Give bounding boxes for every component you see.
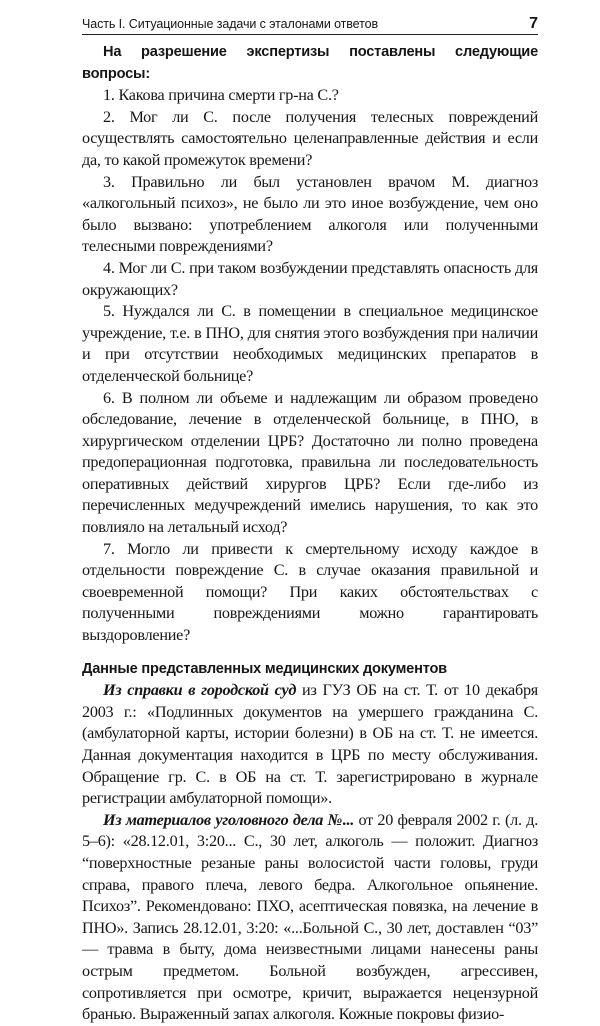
question-item: 2. Мог ли С. после получения телесных повреждений осуществлять самостоятельно целенаправленные действия и если да, то какой промежуток времени? xyxy=(82,107,538,169)
question-item: 4. Мог ли С. при таком возбуждении представлять опасность для окружающих? xyxy=(82,258,538,299)
running-header-title: Часть I. Ситуационные задачи с эталонами ответов xyxy=(82,17,378,31)
document-excerpt-paragraph xyxy=(82,680,538,810)
document-excerpt-paragraph xyxy=(82,810,538,1026)
question-item: 7. Могло ли привести к смертельному исходу каждое в отдельности повреждение С. в случае оказания правильной и своевременной помощи? При каких обстоятельствах с полученными повреждениями можно гарантировать выздоровление? xyxy=(82,539,538,645)
excerpt-text: из ГУЗ ОБ на ст. Т. от 10 декабря 2003 г.: «Подлинных документов на умершего гражданина С. (амбулаторной карты, истории болезни) в ОБ на ст. Т. не имеется. Данная документация находится в ЦРБ по месту обслуживания. Обращение гр. С. в ОБ на ст. Т. зарегистрировано в журнале регистрации амбулаторной помощи». xyxy=(82,681,538,808)
excerpt-source-lead: Из материалов уголовного дела №... xyxy=(103,810,355,829)
questions-heading: На разрешение экспертизы поставлены следующие вопросы: xyxy=(82,44,538,82)
page-number: 7 xyxy=(529,15,538,32)
section-gap xyxy=(82,647,538,659)
question-item: 1. Какова причина смерти гр-на С.? xyxy=(103,86,339,105)
question-item: 6. В полном ли объеме и надлежащим ли образом проведено обследование, лечение в отделенческой больнице, в ПНО, в хирургическом отделении ЦРБ? Достаточно ли полно проведена предоперационная подготовка, правильна ли последовательность оперативных действий хирургов ЦРБ? Если где-либо из перечисленных медучреждений имелись нарушения, то как это повлияло на летальный исход? xyxy=(82,388,538,537)
document-body xyxy=(82,42,538,1026)
running-header xyxy=(82,14,538,35)
question-item: 5. Нуждался ли С. в помещении в специальное медицинское учреждение, т.е. в ПНО, для снятия этого возбуждения при наличии и при отсутствии необходимых медицинских препаратов в отделенческой больнице? xyxy=(82,302,538,385)
documents-heading: Данные представленных медицинских документов xyxy=(82,660,447,677)
question-item: 3. Правильно ли был установлен врачом М. диагноз «алкогольный психоз», не было ли это иное возбуждение, чем оно было вызвано: употреблением алкоголя или полученными телесными повреждениями? xyxy=(82,172,538,256)
excerpt-text: от 20 февраля 2002 г. (л. д. 5–6): «28.12.01, 3:20... С., 30 лет, алкоголь — положит. Диагноз “поверхностные резаные раны волосистой части головы, груди справа, правого плеча, левого бедра. Алкогольное опьянение. Психоз”. Рекомендовано: ПХО, асептическая повязка, на лечение в ПНО». Запись 28.12.01, 3:20: «...Больной С., 30 лет, доставлен “03” — травма в быту, дома неизвестными лицами нанесены раны острым предметом. Больной возбужден, агрессивен, сопротивляется при осмотре, кричит, выражается нецензурной бранью. Выраженный запах алкоголя. Кожные покровы физио- xyxy=(82,810,538,1024)
excerpt-source-lead: Из справки в городской суд xyxy=(103,681,297,700)
